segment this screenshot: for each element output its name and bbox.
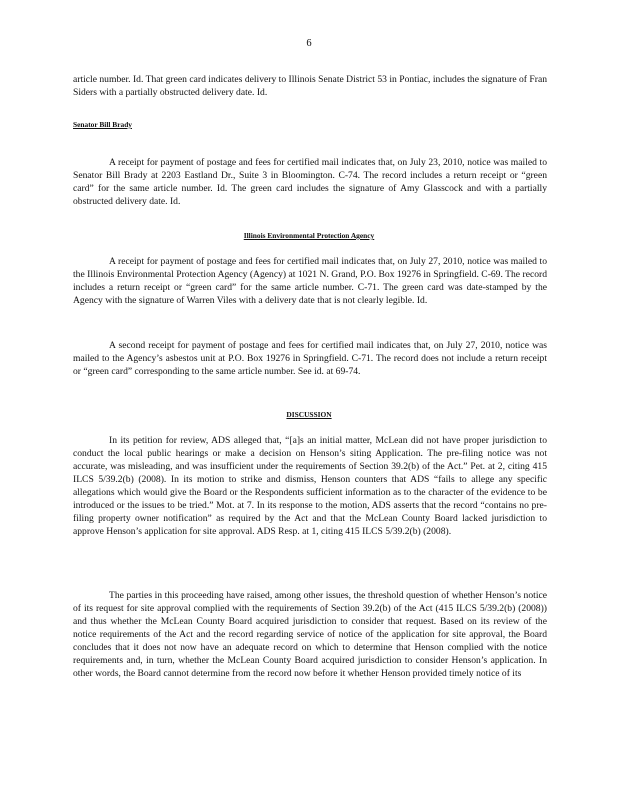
page-number: 6 [306, 38, 312, 49]
paragraph-threshold-question: The parties in this proceeding have raised, among other issues, the threshold question of whether Henson’s notice of its request for site approval complied with the requirements of Section 39.2(b) of the Act (415 ILCS 5/39.2(b) (2008)) and thus whether the McLean County Board acquired jurisdiction to consider that request. Based on its review of the notice requirements of the Act and the record regarding service of notice of the application for site approval, the Board concludes that it does not now have an adequate record on which to determine that Henson complied with the notice requirements and, in turn, whether the McLean County Board acquired jurisdiction to consider Henson’s application. In other words, the Board cannot determine from the record now before it whether Henson provided timely notice of its [73, 590, 547, 679]
paragraph-fran-siders: article number. Id. That green card indicates delivery to Illinois Senate District 53 in Pontiac, includes the signature of Fran Siders with a partially obstructed delivery date. Id. [73, 74, 547, 98]
heading-discussion: DISCUSSION [286, 410, 332, 419]
paragraph-agency-receipt: A receipt for payment of postage and fees for certified mail indicates that, on July 27, 2010, notice was mailed to the Illinois Environmental Protection Agency (Agency) at 1021 N. Grand, P.O. Box 19276 in Springfield. C-69. The record includes a return receipt or “green card” for the same article number. C-71. The green card was date-stamped by the Agency with the signature of Warren Viles with a delivery date that is not clearly legible. Id. [73, 256, 547, 306]
heading-senator-bill-brady: Senator Bill Brady [73, 120, 132, 129]
paragraph-bill-brady-receipt: A receipt for payment of postage and fees for certified mail indicates that, on July 23, 2010, notice was mailed to Senator Bill Brady at 2203 Eastland Dr., Suite 3 in Bloomington. C-74. The record includes a return receipt or “green card” for the same article number. Id. The green card includes the signature of Amy Glasscock and with a partially obstructed delivery date. Id. [73, 157, 547, 207]
heading-illinois-epa: Illinois Environmental Protection Agency [243, 231, 375, 240]
paragraph-asbestos-unit-receipt: A second receipt for payment of postage and fees for certified mail indicates that, on July 27, 2010, notice was mailed to the Agency’s asbestos unit at P.O. Box 19276 in Springfield. C-71. The record does not include a return receipt or “green card” corresponding to the same article number. See id. at 69-74. [73, 340, 547, 377]
paragraph-petition-for-review: In its petition for review, ADS alleged that, “[a]s an initial matter, McLean did not have proper jurisdiction to conduct the local public hearings or make a decision on Henson’s siting Application. The pre-filing notice was not accurate, was misleading, and was insufficient under the requirements of Section 39.2(b) of the Act.” Pet. at 2, citing 415 ILCS 5/39.2(b) (2008). In its motion to strike and dismiss, Henson counters that ADS “fails to allege any specific allegations which would give the Board or the Respondents sufficient information as to the character of the evidence to be introduced or the issues to be tried.” Mot. at 7. In its response to the motion, ADS asserts that the record “contains no pre-filing property owner notification” as required by the Act and that the McLean County Board lacked jurisdiction to approve Henson’s application for site approval. ADS Resp. at 1, citing 415 ILCS 5/39.2(b) (2008). [73, 435, 547, 537]
